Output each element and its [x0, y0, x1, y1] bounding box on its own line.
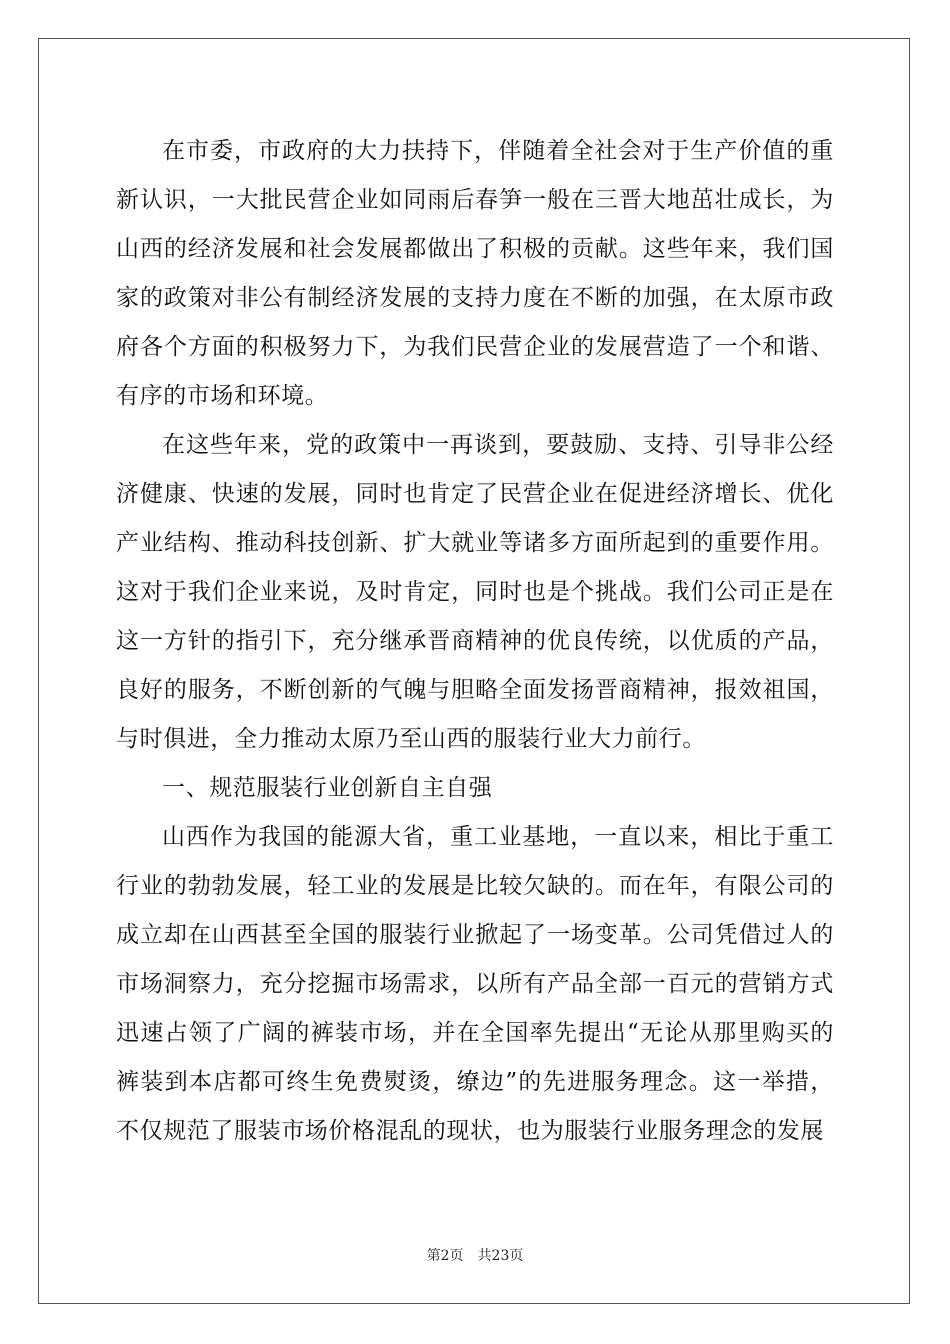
paragraph-intro: 在市委，市政府的大力扶持下，伴随着全社会对于生产价值的重新认识，一大批民营企业如同雨后春笋一般在三晋大地茁壮成长，为山西的经济发展和社会发展都做出了积极的贡献。这些年来，我们国家的政策对非公有制经济发展的支持力度在不断的加强，在太原市政府各个方面的积极努力下，为我们民营企业的发展营造了一个和谐、有序的市场和环境。: [116, 138, 834, 409]
paragraph-section-body: 山西作为我国的能源大省，重工业基地，一直以来，相比于重工行业的勃勃发展，轻工业的发展是比较欠缺的。而在年，有限公司的成立却在山西甚至全国的服装行业掀起了一场变革。公司凭借过人的市场洞察力，充分挖掘市场需求，以所有产品全部一百元的营销方式迅速占领了广阔的裤装市场，并在全国率先提出“无论从那里购买的裤装到本店都可终生免费熨烫，缭边”的先进服务理念。这一举措，不仅规范了服装市场价格混乱的现状，也为服装行业服务理念的发展: [116, 824, 834, 1144]
paragraph-policy: 在这些年来，党的政策中一再谈到，要鼓励、支持、引导非公经济健康、快速的发展，同时也肯定了民营企业在促进经济增长、优化产业结构、推动科技创新、扩大就业等诸多方面所起到的重要作用。这对于我们企业来说，及时肯定，同时也是个挑战。我们公司正是在这一方针的指引下，充分继承晋商精神的优良传统，以优质的产品，良好的服务，不断创新的气魄与胆略全面发扬晋商精神，报效祖国，与时俱进，全力推动太原乃至山西的服装行业大力前行。: [116, 432, 834, 752]
document-body: [116, 127, 834, 1156]
section-heading: 一、规范服装行业创新自主自强: [162, 775, 493, 801]
page-number-footer: 第2页 共23页: [426, 1248, 524, 1264]
